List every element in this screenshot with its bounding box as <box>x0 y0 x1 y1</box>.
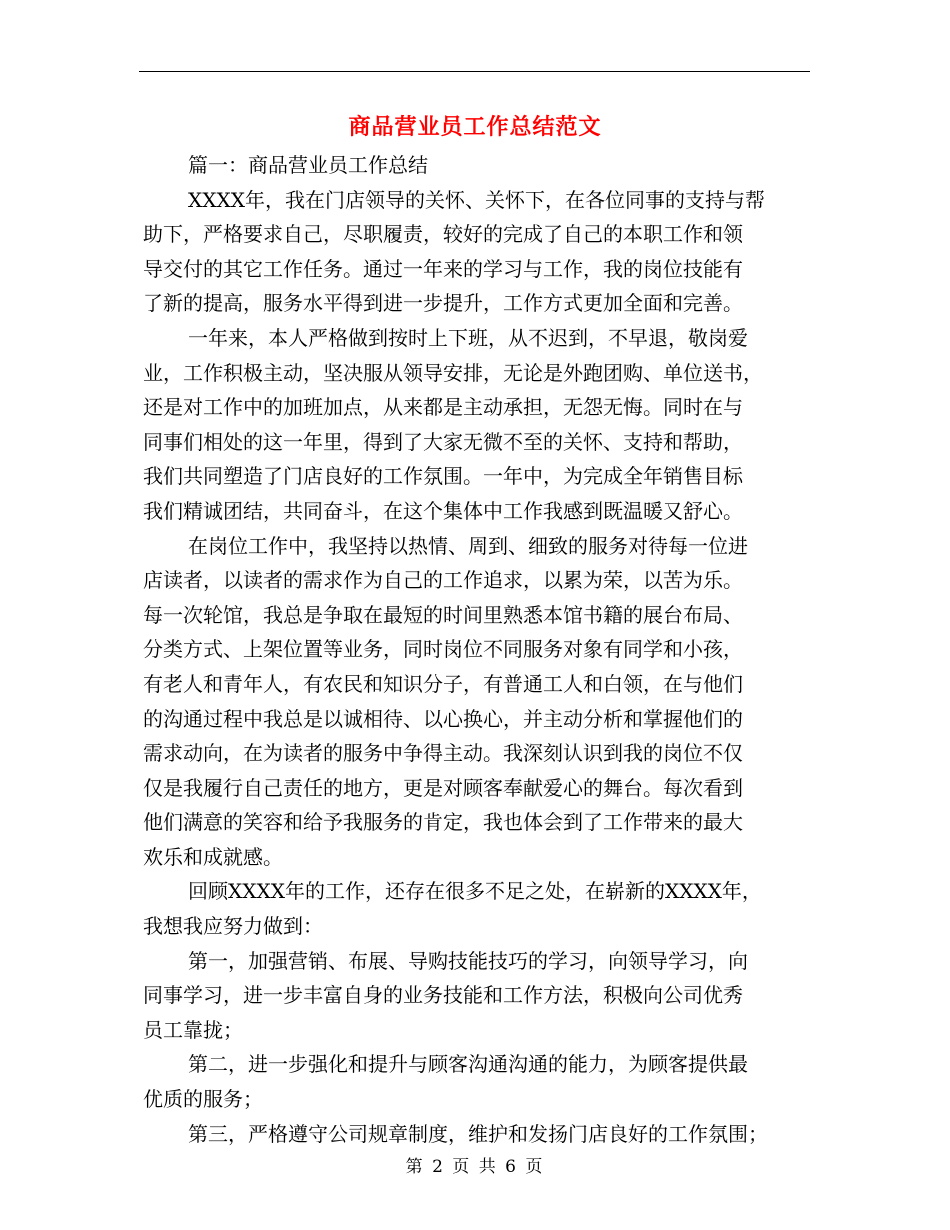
text-line: 导交付的其它工作任务。通过一年来的学习与工作，我的岗位技能有 <box>143 256 743 281</box>
text-line: 分类方式、上架位置等业务，同时岗位不同服务对象有同学和小孩， <box>143 637 743 662</box>
text-line: 员工靠拢； <box>143 1017 243 1042</box>
text-line: 欢乐和成就感。 <box>143 844 283 869</box>
text-line: 在岗位工作中，我坚持以热情、周到、细致的服务对待每一位进 <box>188 533 748 558</box>
text-line: 回顾XXXX年的工作，还存在很多不足之处，在崭新的XXXX年， <box>188 879 762 904</box>
text-line: 第一，加强营销、布展、导购技能技巧的学习，向领导学习，向 <box>188 948 748 973</box>
text-line: 篇一：商品营业员工作总结 <box>188 153 428 177</box>
text-line: 每一次轮馆，我总是争取在最短的时间里熟悉本馆书籍的展台布局、 <box>143 602 743 627</box>
text-line: 需求动向，在为读者的服务中争得主动。我深刻认识到我的岗位不仅 <box>143 741 743 766</box>
text-line: 第二，进一步强化和提升与顾客沟通沟通的能力，为顾客提供最 <box>188 1052 748 1077</box>
text-line: 他们满意的笑容和给予我服务的肯定，我也体会到了工作带来的最大 <box>143 810 743 835</box>
text-line: 业，工作积极主动，坚决服从领导安排，无论是外跑团购、单位送书， <box>143 360 763 385</box>
text-line: 店读者，以读者的需求作为自己的工作追求，以累为荣，以苦为乐。 <box>143 568 743 593</box>
text-line: 我想我应努力做到： <box>143 914 323 939</box>
text-line: XXXX年，我在门店领导的关怀、关怀下，在各位同事的支持与帮 <box>188 187 765 212</box>
document-title: 商品营业员工作总结范文 <box>348 115 602 140</box>
text-line: 有老人和青年人，有农民和知识分子，有普通工人和白领，在与他们 <box>143 671 743 696</box>
text-line: 我们共同塑造了门店良好的工作氛围。一年中，为完成全年销售目标 <box>143 464 743 489</box>
text-line: 优质的服务； <box>143 1087 263 1112</box>
text-line: 还是对工作中的加班加点，从来都是主动承担，无怨无悔。同时在与 <box>143 395 743 420</box>
page-number: 第 2 页 共 6 页 <box>405 1157 545 1177</box>
text-line: 同事学习，进一步丰富自身的业务技能和工作方法，积极向公司优秀 <box>143 983 743 1008</box>
text-line: 的沟通过程中我总是以诚相待、以心换心，并主动分析和掌握他们的 <box>143 706 743 731</box>
text-line: 仅是我履行自己责任的地方，更是对顾客奉献爱心的舞台。每次看到 <box>143 775 743 800</box>
document-body <box>143 148 811 1151</box>
text-line: 了新的提高，服务水平得到进一步提升，工作方式更加全面和完善。 <box>143 291 743 316</box>
text-line: 同事们相处的这一年里，得到了大家无微不至的关怀、支持和帮助， <box>143 429 743 454</box>
text-line: 一年来，本人严格做到按时上下班，从不迟到，不早退，敬岗爱 <box>188 325 748 350</box>
text-line: 我们精诚团结，共同奋斗，在这个集体中工作我感到既温暖又舒心。 <box>143 498 743 523</box>
text-line: 助下，严格要求自己，尽职履责，较好的完成了自己的本职工作和领 <box>143 222 743 247</box>
text-line: 第三，严格遵守公司规章制度，维护和发扬门店良好的工作氛围； <box>188 1121 768 1146</box>
header-rule <box>139 71 810 72</box>
